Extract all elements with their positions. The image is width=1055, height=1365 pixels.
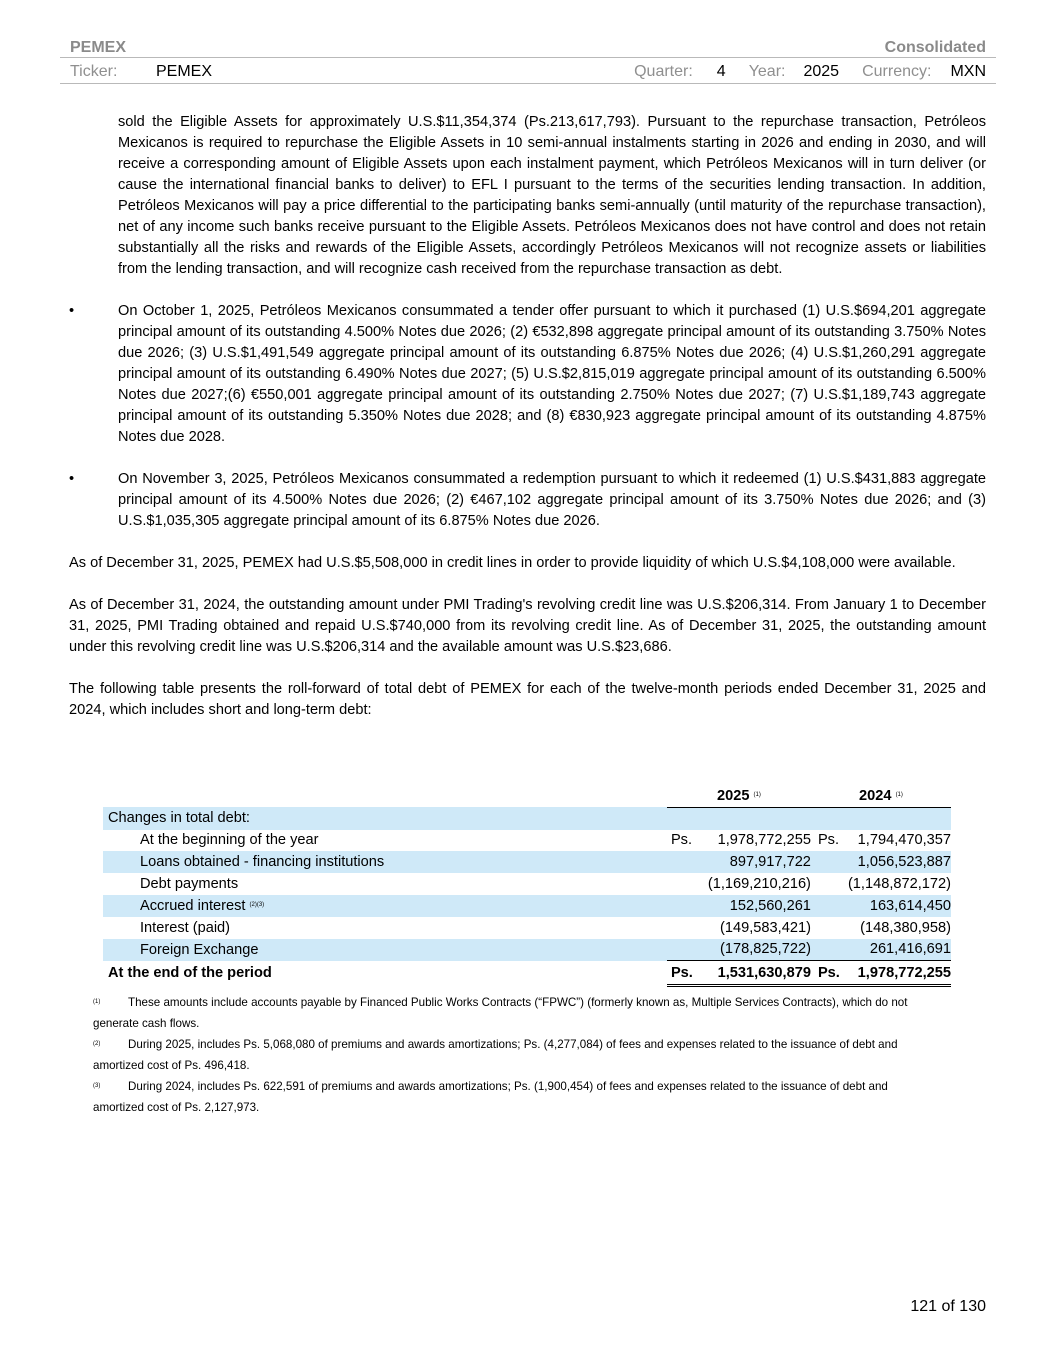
total-2025: 1,531,630,879	[701, 961, 811, 986]
report-meta-bar	[60, 60, 996, 84]
value-2025: 1,978,772,255	[717, 832, 811, 849]
value-2024: 163,614,450	[848, 895, 951, 917]
footnote-ref: (1)	[753, 791, 761, 798]
footnote-text: During 2024, includes Ps. 622,591 of premiums and awards amortizations; Ps. (1,900,454) of fees and expenses related to the issuance of debt and	[128, 1080, 888, 1093]
pmi-trading-paragraph: As of December 31, 2024, the outstanding amount under PMI Trading's revolving credit line was U.S.$206,314. From January 1 to December 31, 2025, PMI Trading obtained and repaid U.S.$740,000 from its revolving credit line. As of December 31, 2025, the outstanding amount under this revolving credit line was U.S.$206,314 and the available amount was U.S.$23,686.	[69, 597, 986, 655]
currency-symbol: Ps.	[670, 832, 693, 849]
year-value: 2025	[803, 62, 840, 80]
value-2024: (1,148,872,172)	[847, 876, 951, 893]
table-row	[103, 873, 951, 895]
report-header	[60, 36, 996, 58]
footnote-mark: (2)	[93, 1041, 101, 1047]
footnote-text: These amounts include accounts payable by Financed Public Works Contracts (“FPWC”) (formerly known as, Multiple Services Contracts), which do not	[128, 996, 908, 1009]
year-label: Year:	[748, 62, 786, 80]
bullet-item-redemption	[69, 469, 986, 532]
currency-symbol: Ps.	[667, 961, 701, 986]
table-row	[103, 939, 951, 961]
page-number: 121 of 130	[910, 1298, 986, 1315]
row-label: Loans obtained - financing institutions	[103, 851, 667, 873]
continued-paragraph: sold the Eligible Assets for approximately U.S.$11,354,374 (Ps.213,617,793). Pursuant to the repurchase transaction, Petróleos Mexicanos is required to repurchase the Eligible Assets in 10 semi-annual instalments starting in 2026 and ending in 2030, and will receive a corresponding amount of Eligible Assets upon each instalment payment, which Petróleos Mexicanos will in turn deliver (or cause the international financial banks to deliver) to EFL I pursuant to the terms of the securities lending transaction. In addition, Petróleos Mexicanos will pay a price differential to the participating banks semi-annually (until maturity of the repurchase transaction), net of any income such banks receive pursuant to the Eligible Assets. Petróleos Mexicanos does not have control and does not retain substantially all the risks and rewards of the Eligible Assets, accordingly Petróleos Mexicanos will not recognize assets or liabilities from the lending transaction, and will recognize cash received from the repurchase transaction as debt.	[118, 114, 986, 277]
currency-symbol: Ps.	[817, 832, 840, 849]
footnote-text: During 2025, includes Ps. 5,068,080 of premiums and awards amortizations; Ps. (4,277,084) of fees and expenses related to the issuance of debt and	[128, 1038, 898, 1051]
footnote-1-continuation: generate cash flows.	[93, 1017, 200, 1030]
table-section-row	[103, 807, 951, 829]
footnote-3	[93, 1076, 986, 1097]
footnote-2	[93, 1034, 986, 1055]
bullet-item-tender-offer	[69, 301, 986, 448]
company-name: PEMEX	[70, 39, 127, 56]
debt-rollforward-table	[103, 785, 951, 987]
table-row	[103, 851, 951, 873]
row-label: Accrued interest $^{(2)(3)}$	[103, 895, 667, 917]
value-2025: 897,917,722	[701, 851, 811, 873]
value-2024: (148,380,958)	[860, 919, 951, 936]
footnote-3-continuation: amortized cost of Ps. 2,127,973.	[93, 1101, 260, 1114]
bullet-text: On November 3, 2025, Petróleos Mexicanos consummated a redemption pursuant to which it redeemed (1) U.S.$431,883 aggregate principal amount of its 4.500% Notes due 2026; (2) €467,102 aggregate principal amount of its 3.750% Notes due 2026; and (3) U.S.$1,035,305 aggregate principal amount of its 6.875% Notes due 2026.	[118, 471, 986, 529]
bullet-icon: •	[69, 303, 75, 319]
credit-lines-paragraph: As of December 31, 2025, PEMEX had U.S.$5,508,000 in credit lines in order to provide liquidity of which U.S.$4,108,000 were available.	[69, 555, 956, 571]
report-scope: Consolidated	[884, 39, 986, 56]
currency-label: Currency:	[862, 62, 932, 80]
row-label: At the beginning of the year	[140, 832, 319, 849]
footnote-ref: (1)	[895, 791, 903, 798]
value-2025: 152,560,261	[701, 895, 811, 917]
footnote-mark: (3)	[93, 1083, 101, 1089]
total-label: At the end of the period	[108, 965, 272, 982]
value-2025: (178,825,722)	[701, 939, 811, 961]
bullet-text: On October 1, 2025, Petróleos Mexicanos consummated a tender offer pursuant to which it purchased (1) U.S.$694,201 aggregate principal amount of its outstanding 4.500% Notes due 2026; (2) €532,898 aggregate principal amount of its outstanding 3.750% Notes due 2026; (3) U.S.$1,491,549 aggregate principal amount of its outstanding 6.875% Notes due 2026; (4) U.S.$1,260,291 aggregate principal amount of its outstanding 6.490% Notes due 2027; (5) U.S.$2,815,019 aggregate principal amount of its outstanding 6.500% Notes due 2027;(6) €550,001 aggregate principal amount of its outstanding 2.750% Notes due 2027; (7) U.S.$1,189,743 aggregate principal amount of its outstanding 5.350% Notes due 2028; and (8) €830,923 aggregate principal amount of its outstanding 4.875% Notes due 2028.	[118, 303, 986, 445]
value-2024: 1,794,470,357	[857, 832, 951, 849]
value-2025: (1,169,210,216)	[707, 876, 811, 893]
footnote-2-continuation: amortized cost of Ps. 496,418.	[93, 1059, 250, 1072]
quarter-label: Quarter:	[634, 62, 693, 80]
currency-value: MXN	[950, 62, 986, 80]
value-2024: 261,416,691	[848, 939, 951, 961]
value-2024: 1,056,523,887	[848, 851, 951, 873]
row-label: Debt payments	[140, 876, 239, 893]
table-header-row	[103, 785, 951, 807]
row-label: Interest (paid)	[140, 919, 231, 936]
table-total-row	[103, 961, 951, 986]
table-row	[103, 895, 951, 917]
footnotes	[93, 992, 986, 1118]
total-2024: 1,978,772,255	[848, 961, 951, 986]
column-header-2024: 2024 $^{(1)}$	[811, 785, 951, 807]
table-row	[103, 917, 951, 939]
currency-symbol: Ps.	[811, 961, 848, 986]
ticker-value: PEMEX	[156, 62, 213, 80]
footnote-ref: (2)(3)	[249, 901, 265, 908]
footnote-mark: (1)	[93, 999, 101, 1005]
row-label: Foreign Exchange	[103, 939, 667, 961]
document-body	[69, 112, 986, 721]
table-intro-paragraph: The following table presents the roll-forward of total debt of PEMEX for each of the twelve-month periods ended December 31, 2025 and 2024, which includes short and long-term debt:	[69, 681, 986, 718]
footnote-1	[93, 992, 986, 1013]
section-label: Changes in total debt:	[103, 807, 667, 829]
ticker-label: Ticker:	[70, 62, 118, 80]
value-2025: (149,583,421)	[720, 919, 811, 936]
quarter-value: 4	[716, 62, 726, 80]
column-header-2025: 2025 $^{(1)}$	[667, 785, 811, 807]
bullet-icon: •	[69, 471, 75, 487]
table-row	[103, 830, 951, 852]
